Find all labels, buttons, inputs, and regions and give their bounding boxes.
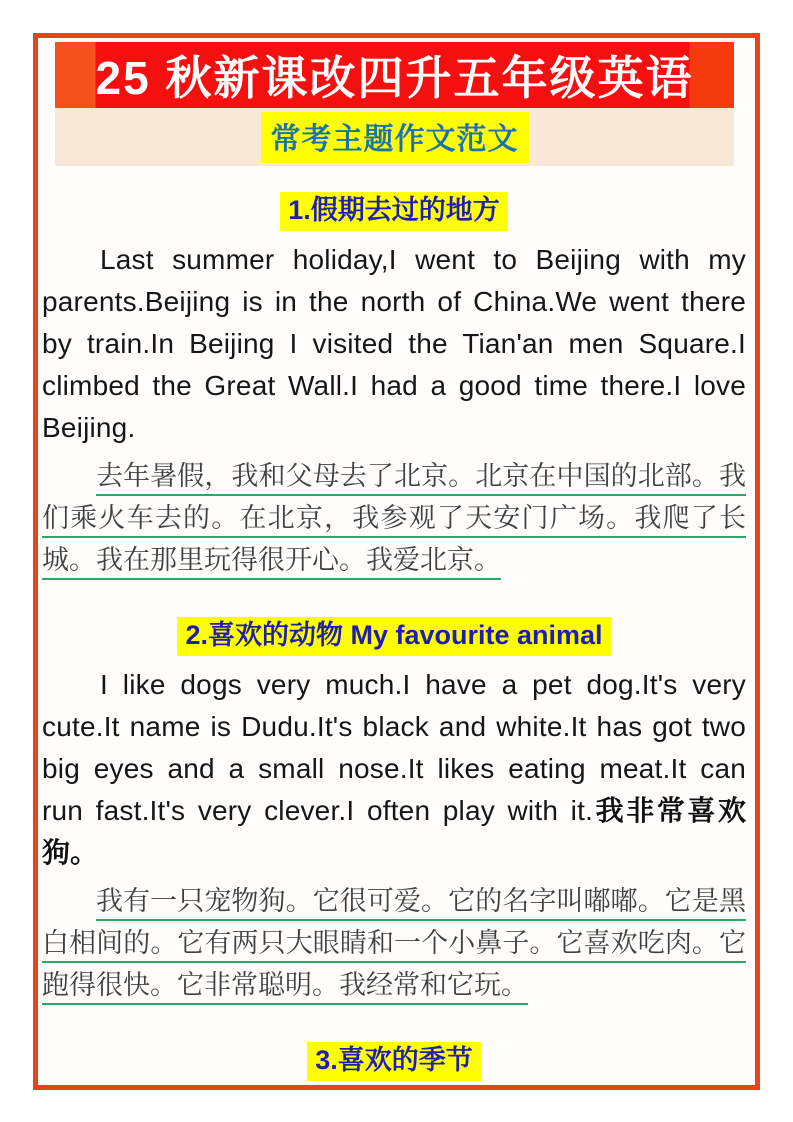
section-2-heading: 2.喜欢的动物 My favourite animal [177, 617, 610, 656]
title-banner [55, 42, 734, 108]
page-title: 25 秋新课改四升五年级英语 [95, 52, 694, 104]
section-holiday-place [42, 192, 746, 581]
page-subtitle: 常考主题作文范文 [261, 112, 529, 163]
page-border-frame [33, 33, 760, 1090]
section-heading-row [42, 1042, 746, 1081]
section-favourite-season [42, 1042, 746, 1081]
section-2-english-paragraph [42, 664, 746, 874]
section-heading-row [42, 192, 746, 231]
section-1-chinese-translation: 去年暑假，我和父母去了北京。北京在中国的北部。我们乘火车去的。在北京，我参观了天安门广场。我爬了长城。我在那里玩得很开心。我爱北京。 [42, 461, 746, 575]
content-area [38, 166, 755, 1081]
subtitle-band [55, 108, 734, 166]
section-3-heading: 3.喜欢的季节 [307, 1042, 481, 1081]
section-favourite-animal [42, 617, 746, 1006]
section-2-english-text: I like dogs very much.I have a pet dog.It's very cute.It name is Dudu.It's black and white.It has got two big eyes and a small nose.It likes eating meat.It can run fast.It's very clever.I often play with it. [42, 669, 746, 826]
section-1-heading: 1.假期去过的地方 [280, 192, 508, 231]
section-1-english-paragraph: Last summer holiday,I went to Beijing with my parents.Beijing is in the north of China.We went there by train.In Beijing I visited the Tian'an men Square.I climbed the Great Wall.I had a good time there.I love Beijing. [42, 244, 746, 443]
section-heading-row [42, 617, 746, 656]
section-2-chinese-translation: 我有一只宠物狗。它很可爱。它的名字叫嘟嘟。它是黑白相间的。它有两只大眼睛和一个小鼻子。它喜欢吃肉。它跑得很快。它非常聪明。我经常和它玩。 [42, 886, 746, 1000]
section-2-chinese-tail: 我非常喜欢狗。 [42, 795, 746, 868]
